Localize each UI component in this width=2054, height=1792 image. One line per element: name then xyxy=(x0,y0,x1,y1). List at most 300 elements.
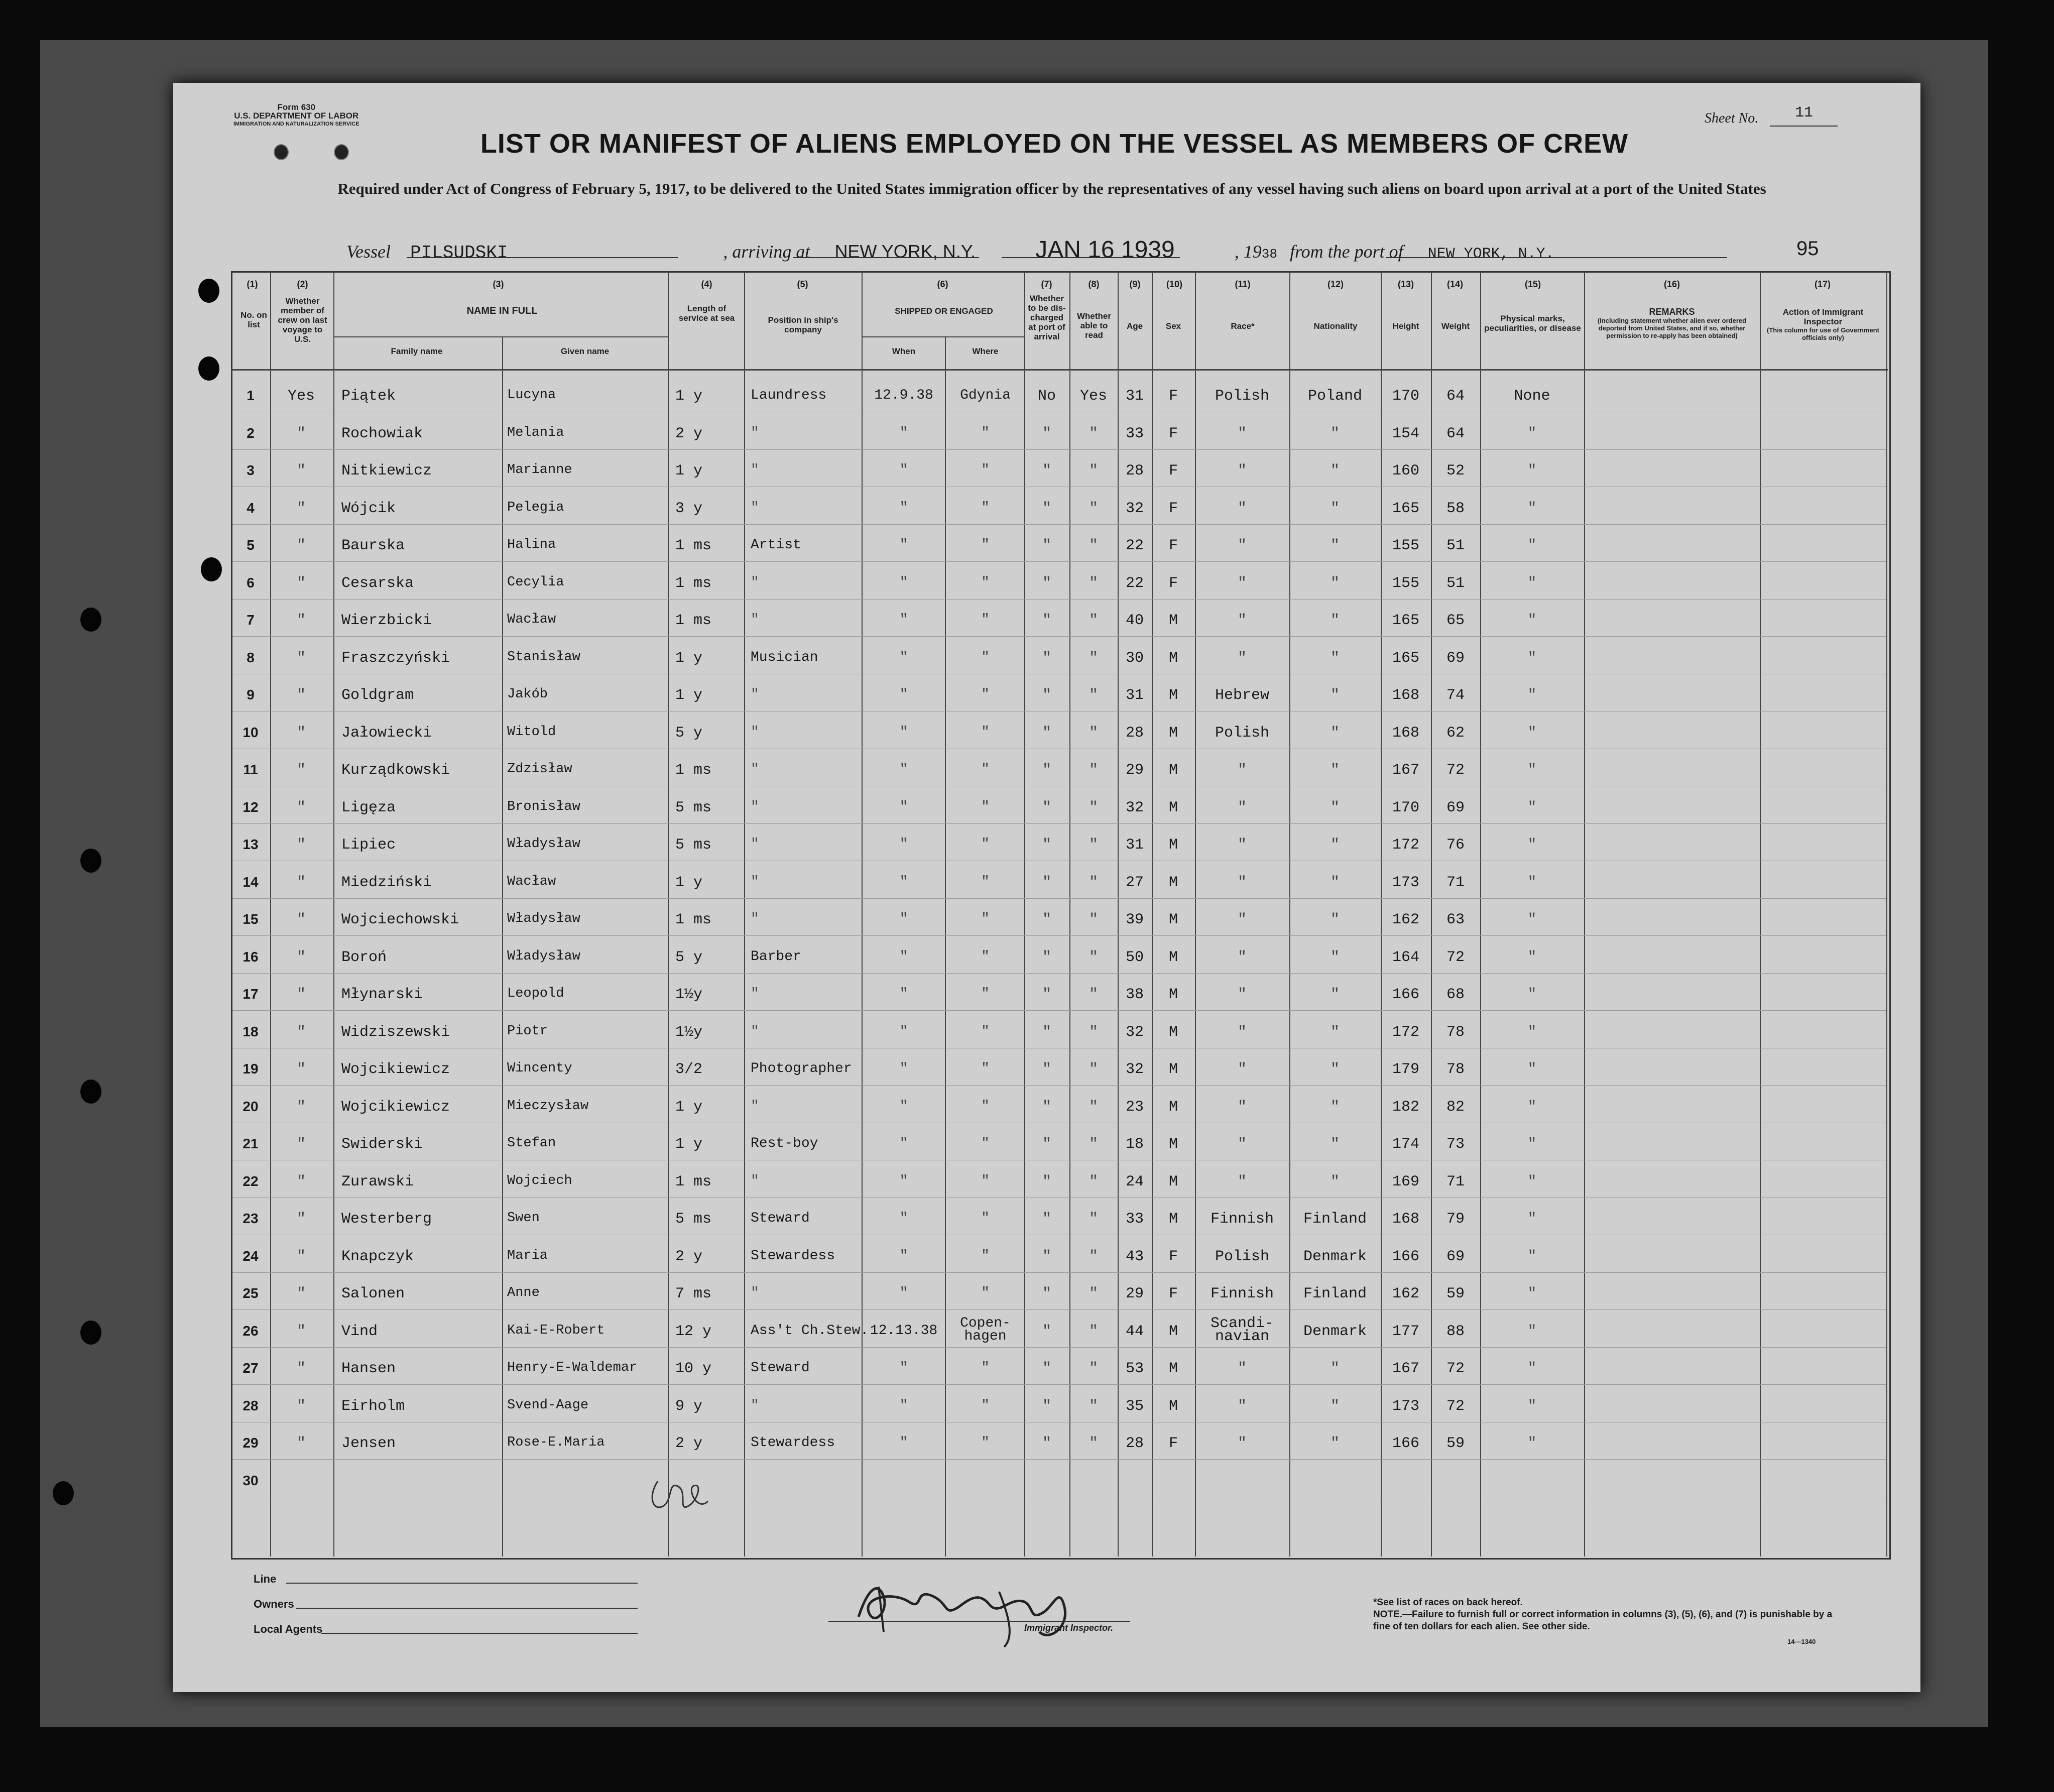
cell-crew: " xyxy=(296,1435,306,1452)
cell-race: " xyxy=(1237,1136,1247,1153)
cell-where: " xyxy=(981,649,990,665)
cell-family: Wierzbicki xyxy=(341,612,432,629)
cell-marks: " xyxy=(1527,986,1537,1003)
cell-service: 1 y xyxy=(675,388,703,405)
cell-crew: " xyxy=(296,1285,306,1302)
cell-sex: M xyxy=(1168,1098,1178,1116)
col-8-number: (8) xyxy=(1088,279,1100,289)
cell-discharged: " xyxy=(1042,462,1051,480)
cell-race: Polish xyxy=(1215,1248,1270,1265)
cell-marks: " xyxy=(1527,537,1537,554)
cell-no: 18 xyxy=(243,1023,259,1039)
cell-no: 13 xyxy=(243,837,259,852)
cell-weight: 68 xyxy=(1446,986,1465,1003)
cell-position: Barber xyxy=(751,948,801,965)
cell-service: 2 y xyxy=(675,1435,703,1452)
cell-given: Melania xyxy=(507,425,564,440)
cell-where: Copen- hagen xyxy=(960,1315,1011,1344)
cell-family: Vind xyxy=(341,1323,378,1340)
cell-sex: M xyxy=(1168,1023,1178,1041)
row-rule xyxy=(232,1010,1886,1011)
cell-position: " xyxy=(751,1285,759,1301)
cell-age: 44 xyxy=(1125,1323,1144,1340)
cell-weight: 52 xyxy=(1446,462,1465,480)
cell-age: 31 xyxy=(1125,837,1144,854)
punch-hole xyxy=(201,557,222,581)
cell-marks: " xyxy=(1527,1360,1537,1377)
cell-sex: F xyxy=(1168,462,1178,480)
cell-marks: " xyxy=(1527,799,1537,816)
cell-weight: 62 xyxy=(1446,724,1465,742)
vessel-line xyxy=(346,236,1554,264)
cell-no: 16 xyxy=(243,948,259,965)
cell-age: 32 xyxy=(1125,500,1144,517)
cell-discharged: " xyxy=(1042,612,1051,629)
cell-nationality: " xyxy=(1330,687,1340,704)
row-rule xyxy=(232,524,1886,525)
column-divider xyxy=(862,271,863,1557)
cell-position: " xyxy=(751,574,759,590)
cell-family: Nitkiewicz xyxy=(341,462,432,480)
cell-race: " xyxy=(1237,1098,1247,1116)
cell-crew: " xyxy=(296,537,306,554)
cell-no: 29 xyxy=(243,1435,259,1451)
cell-sex: M xyxy=(1168,1323,1178,1340)
cell-crew: " xyxy=(296,1023,306,1041)
cell-no: 6 xyxy=(247,574,255,590)
cell-position: " xyxy=(751,837,759,852)
cell-age: 30 xyxy=(1125,649,1144,667)
cell-nationality: Denmark xyxy=(1303,1248,1367,1265)
cell-where: Gdynia xyxy=(960,388,1011,403)
cell-discharged: " xyxy=(1042,762,1051,779)
cell-where: " xyxy=(981,799,990,815)
cell-read: " xyxy=(1089,500,1098,517)
col-7-header: Whether to be dis-charged at port of arrival xyxy=(1028,294,1066,341)
cell-family: Lipiec xyxy=(341,837,396,854)
col-16-subtitle: (Including statement whether alien ever ordered deported from United States, and if so, whether permission to re-apply has been obtained) xyxy=(1597,317,1747,339)
cell-family: Wojcikiewicz xyxy=(341,1098,450,1116)
cell-service: 2 y xyxy=(675,1248,703,1265)
date-underline xyxy=(1002,257,1180,258)
cell-position: Steward xyxy=(751,1360,810,1376)
col-9-number: (9) xyxy=(1129,279,1141,289)
cell-position: " xyxy=(751,1397,759,1413)
cell-given: Leopold xyxy=(507,986,564,1001)
cell-given: Pelegia xyxy=(507,500,564,515)
cell-weight: 72 xyxy=(1446,1397,1465,1415)
cell-position: Photographer xyxy=(751,1061,852,1077)
cell-marks: " xyxy=(1527,1285,1537,1302)
row-rule xyxy=(232,636,1886,637)
col-4-number: (4) xyxy=(701,279,712,289)
cell-height: 166 xyxy=(1392,1248,1419,1265)
cell-position: " xyxy=(751,1098,759,1114)
footnote-penalty: NOTE.—Failure to furnish full or correct information in columns (3), (5), (6), and (7) is punishable by a fine of ten dollars for each alien. See other side. xyxy=(1373,1609,1833,1632)
cell-no: 21 xyxy=(243,1136,259,1151)
cell-age: 35 xyxy=(1125,1397,1144,1415)
cell-given: Halina xyxy=(507,537,556,552)
cell-race: " xyxy=(1237,1435,1247,1452)
col-5-number: (5) xyxy=(797,279,808,289)
cell-sex: M xyxy=(1168,687,1178,704)
cell-age: 32 xyxy=(1125,1061,1144,1078)
cell-marks: " xyxy=(1527,1098,1537,1116)
line-label: Line xyxy=(254,1573,277,1585)
cell-crew: " xyxy=(296,1397,306,1415)
cell-position: Laundress xyxy=(751,388,827,403)
cell-position: Rest-boy xyxy=(751,1136,818,1151)
cell-nationality: Poland xyxy=(1307,388,1363,405)
cell-sex: M xyxy=(1168,612,1178,629)
cell-no: 30 xyxy=(243,1472,259,1488)
cell-weight: 59 xyxy=(1446,1435,1465,1452)
cell-marks: " xyxy=(1527,462,1537,480)
punch-hole xyxy=(80,1321,101,1345)
cell-no: 4 xyxy=(247,500,255,516)
print-code: 14—1340 xyxy=(1787,1638,1816,1645)
cell-read: " xyxy=(1089,874,1098,891)
cell-family: Wojciechowski xyxy=(341,911,459,928)
cell-discharged: " xyxy=(1042,574,1051,592)
row-rule xyxy=(232,973,1886,974)
cell-given: Marianne xyxy=(507,462,572,477)
cell-crew: " xyxy=(296,1098,306,1116)
cell-height: 154 xyxy=(1392,425,1419,442)
cell-position: " xyxy=(751,762,759,777)
cell-crew: " xyxy=(296,462,306,480)
cell-no: 22 xyxy=(243,1173,259,1189)
cell-crew: " xyxy=(296,1248,306,1265)
row-rule xyxy=(232,1459,1886,1460)
cell-race: Hebrew xyxy=(1215,687,1270,704)
cell-when: " xyxy=(899,799,908,815)
cell-given: Kai-E-Robert xyxy=(507,1323,605,1338)
cell-age: 38 xyxy=(1125,986,1144,1003)
cell-nationality: " xyxy=(1330,1397,1340,1415)
cell-discharged: " xyxy=(1042,1397,1051,1415)
cell-family: Baurska xyxy=(341,537,405,554)
cell-marks: " xyxy=(1527,1173,1537,1190)
cell-discharged: " xyxy=(1042,986,1051,1003)
cell-given: Henry-E-Waldemar xyxy=(507,1360,638,1375)
cell-service: 5 ms xyxy=(675,799,712,816)
cell-marks: " xyxy=(1527,948,1537,966)
cell-crew: " xyxy=(296,425,306,442)
cell-family: Goldgram xyxy=(341,687,414,704)
cell-sex: M xyxy=(1168,874,1178,891)
cell-nationality: " xyxy=(1330,762,1340,779)
cell-service: 1 ms xyxy=(675,537,712,554)
from-port-label: from the port of xyxy=(1289,242,1403,262)
col-10-header: Sex xyxy=(1165,321,1181,331)
cell-service: 1 ms xyxy=(675,612,712,629)
cell-discharged: " xyxy=(1042,1248,1051,1265)
cell-crew: " xyxy=(296,799,306,816)
cell-weight: 69 xyxy=(1446,649,1465,667)
cell-crew: " xyxy=(296,500,306,517)
cell-position: Artist xyxy=(751,537,801,553)
cell-crew: " xyxy=(296,1211,306,1228)
cell-position: " xyxy=(751,874,759,890)
cell-nationality: " xyxy=(1330,1061,1340,1078)
cell-race: Polish xyxy=(1215,724,1270,742)
cell-when: " xyxy=(899,1397,908,1413)
cell-race: " xyxy=(1237,911,1247,928)
cell-given: Cecylia xyxy=(507,574,564,590)
cell-no: 8 xyxy=(247,649,255,665)
page-number: 95 xyxy=(1796,237,1819,260)
cell-discharged: " xyxy=(1042,1023,1051,1041)
cell-given: Jakób xyxy=(507,687,548,702)
cell-race: " xyxy=(1237,462,1247,480)
row-rule xyxy=(232,1272,1886,1273)
cell-weight: 64 xyxy=(1446,425,1465,442)
cell-race: Finnish xyxy=(1210,1285,1274,1302)
col-17-subtitle: (This column for use of Government officials only) xyxy=(1767,326,1879,341)
local-agents-label: Local Agents xyxy=(254,1623,323,1635)
row-rule xyxy=(232,935,1886,936)
cell-no: 25 xyxy=(243,1285,259,1301)
cell-sex: F xyxy=(1168,1435,1178,1452)
cell-given: Swen xyxy=(507,1211,540,1226)
punch-hole xyxy=(274,144,289,160)
cell-race: " xyxy=(1237,649,1247,667)
cell-sex: M xyxy=(1168,911,1178,928)
cell-sex: M xyxy=(1168,1173,1178,1190)
local-agents-underline xyxy=(321,1633,638,1634)
row-rule xyxy=(232,561,1886,562)
cell-read: " xyxy=(1089,1248,1098,1265)
cell-when: " xyxy=(899,1285,908,1301)
cell-service: 3/2 xyxy=(675,1061,703,1078)
cell-crew: " xyxy=(296,986,306,1003)
cell-service: 5 y xyxy=(675,724,703,742)
column-divider xyxy=(502,336,503,1557)
cell-race: " xyxy=(1237,1173,1247,1190)
page-title: LIST OR MANIFEST OF ALIENS EMPLOYED ON THE VESSEL AS MEMBERS OF CREW xyxy=(480,129,1629,159)
cell-service: 1 ms xyxy=(675,1173,712,1190)
column-divider xyxy=(1584,271,1585,1557)
cell-no: 7 xyxy=(247,612,255,628)
cell-age: 31 xyxy=(1125,388,1144,405)
cell-given: Stanisław xyxy=(507,649,580,665)
cell-no: 5 xyxy=(247,537,255,553)
cell-service: 5 y xyxy=(675,948,703,966)
cell-nationality: " xyxy=(1330,462,1340,480)
cell-weight: 51 xyxy=(1446,537,1465,554)
cell-read: " xyxy=(1089,837,1098,854)
cell-when: 12.9.38 xyxy=(874,388,933,403)
cell-where: " xyxy=(981,986,990,1002)
cell-where: " xyxy=(981,911,990,927)
cell-marks: " xyxy=(1527,1248,1537,1265)
cell-height: 168 xyxy=(1392,724,1419,742)
cell-read: " xyxy=(1089,1173,1098,1190)
cell-discharged: " xyxy=(1042,687,1051,704)
cell-nationality: " xyxy=(1330,1173,1340,1190)
cell-nationality: " xyxy=(1330,649,1340,667)
cell-where: " xyxy=(981,1023,990,1039)
col-12-number: (12) xyxy=(1327,279,1344,289)
cell-marks: " xyxy=(1527,612,1537,629)
cell-service: 9 y xyxy=(675,1397,703,1415)
cell-weight: 65 xyxy=(1446,612,1465,629)
cell-where: " xyxy=(981,462,990,478)
cell-height: 164 xyxy=(1392,948,1419,966)
cell-given: Władysław xyxy=(507,911,580,926)
cell-sex: M xyxy=(1168,1136,1178,1153)
cell-marks: " xyxy=(1527,874,1537,891)
cell-where: " xyxy=(981,724,990,740)
cell-family: Młynarski xyxy=(341,986,423,1003)
header-divider xyxy=(333,336,668,337)
cell-nationality: " xyxy=(1330,1435,1340,1452)
cell-marks: " xyxy=(1527,724,1537,742)
cell-no: 9 xyxy=(247,687,255,702)
cell-family: Boroń xyxy=(341,948,387,966)
cell-sex: F xyxy=(1168,388,1178,405)
cell-position: Stewardess xyxy=(751,1435,835,1451)
arriving-underline xyxy=(793,257,979,258)
cell-position: " xyxy=(751,1173,759,1189)
cell-service: 1 y xyxy=(675,1098,703,1116)
cell-discharged: " xyxy=(1042,799,1051,816)
cell-read: " xyxy=(1089,948,1098,966)
cell-given: Bronisław xyxy=(507,799,580,814)
cell-weight: 59 xyxy=(1446,1285,1465,1302)
row-rule xyxy=(232,1085,1886,1086)
cell-where: " xyxy=(981,574,990,590)
cell-sex: F xyxy=(1168,500,1178,517)
col-9-header: Age xyxy=(1126,321,1143,331)
cell-marks: " xyxy=(1527,1061,1537,1078)
owners-underline xyxy=(296,1608,638,1609)
col-17-header xyxy=(1763,307,1883,341)
cell-nationality: " xyxy=(1330,574,1340,592)
year-value: 38 xyxy=(1261,247,1277,262)
col-4-header: Length of service at sea xyxy=(678,304,735,323)
row-rule xyxy=(232,823,1886,824)
cell-when: " xyxy=(899,1360,908,1376)
cell-when: " xyxy=(899,1061,908,1077)
sheet-number-underline xyxy=(1770,126,1838,127)
column-divider xyxy=(1886,271,1887,1557)
cell-crew: " xyxy=(296,1323,306,1340)
col-10-number: (10) xyxy=(1166,279,1182,289)
cell-read: " xyxy=(1089,911,1098,928)
cell-discharged: " xyxy=(1042,1211,1051,1228)
cell-sex: F xyxy=(1168,537,1178,554)
cell-weight: 79 xyxy=(1446,1211,1465,1228)
header-divider xyxy=(862,336,1024,337)
cell-family: Eirholm xyxy=(341,1397,405,1415)
cell-where: " xyxy=(981,1248,990,1264)
cell-race: " xyxy=(1237,1397,1247,1415)
cell-service: 3 y xyxy=(675,500,703,517)
cell-nationality: " xyxy=(1330,837,1340,854)
cell-discharged: " xyxy=(1042,425,1051,442)
cell-read: " xyxy=(1089,1397,1098,1415)
cell-given: Wincenty xyxy=(507,1061,572,1076)
cell-family: Fraszczyński xyxy=(341,649,450,667)
col-1-header: No. on list xyxy=(240,310,267,329)
cell-weight: 82 xyxy=(1446,1098,1465,1116)
col-14-number: (14) xyxy=(1446,279,1463,289)
cell-sex: M xyxy=(1168,1397,1178,1415)
cell-position: " xyxy=(751,687,759,702)
column-divider xyxy=(945,336,946,1557)
col-6-when-header: When xyxy=(892,346,916,356)
cell-where: " xyxy=(981,1435,990,1451)
cell-no: 11 xyxy=(243,762,258,777)
cell-race: " xyxy=(1237,1061,1247,1078)
cell-discharged: " xyxy=(1042,1360,1051,1377)
cell-no: 23 xyxy=(243,1211,259,1226)
cell-read: " xyxy=(1089,462,1098,480)
cell-where: " xyxy=(981,1173,990,1189)
cell-weight: 71 xyxy=(1446,874,1465,891)
cell-discharged: " xyxy=(1042,948,1051,966)
cell-when: " xyxy=(899,986,908,1002)
sheet-number-label: Sheet No. xyxy=(1705,110,1759,126)
cell-given: Wacław xyxy=(507,874,556,889)
footnote xyxy=(1373,1597,1835,1633)
cell-when: " xyxy=(899,948,908,965)
vessel-name: PILSUDSKI xyxy=(410,243,508,263)
cell-service: 1 y xyxy=(675,687,703,704)
cell-where: " xyxy=(981,687,990,702)
cell-nationality: " xyxy=(1330,874,1340,891)
vessel-underline xyxy=(407,257,678,258)
cell-discharged: " xyxy=(1042,724,1051,742)
cell-marks: " xyxy=(1527,1435,1537,1452)
cell-marks: " xyxy=(1527,1397,1537,1415)
cell-discharged: " xyxy=(1042,1173,1051,1190)
cell-weight: 76 xyxy=(1446,837,1465,854)
cell-service: 1 y xyxy=(675,462,703,480)
cell-where: " xyxy=(981,425,990,441)
form-number: Form 630 U.S. DEPARTMENT OF LABOR IMMIGRATION AND NATURALIZATION SERVICE xyxy=(233,102,359,127)
cell-given: Władysław xyxy=(507,948,580,964)
cell-height: 165 xyxy=(1392,612,1419,629)
page-subtitle: Required under Act of Congress of February 5, 1917, to be delivered to the United States immigration officer by the representatives of any vessel having such aliens on board upon arrival at a port of the United States xyxy=(337,180,1766,197)
cell-family: Widziszewski xyxy=(341,1023,450,1041)
cell-position: " xyxy=(751,500,759,516)
cell-weight: 58 xyxy=(1446,500,1465,517)
cell-marks: " xyxy=(1527,649,1537,667)
cell-read: " xyxy=(1089,762,1098,779)
cell-read: " xyxy=(1089,1098,1098,1116)
cell-where: " xyxy=(981,1211,990,1226)
cell-when: " xyxy=(899,500,908,516)
cell-age: 40 xyxy=(1125,612,1144,629)
cell-position: Steward xyxy=(751,1211,810,1226)
cell-family: Jałowiecki xyxy=(341,724,432,742)
cell-crew: " xyxy=(296,837,306,854)
col-3-given-header: Given name xyxy=(560,346,610,356)
col-6-header: SHIPPED OR ENGAGED xyxy=(895,306,993,316)
cell-marks: " xyxy=(1527,1136,1537,1153)
cell-age: 32 xyxy=(1125,799,1144,816)
cell-read: " xyxy=(1089,687,1098,704)
cell-sex: M xyxy=(1168,724,1178,742)
cell-race: " xyxy=(1237,837,1247,854)
cell-sex: M xyxy=(1168,986,1178,1003)
cell-height: 169 xyxy=(1392,1173,1419,1190)
cell-discharged: " xyxy=(1042,649,1051,667)
line-underline xyxy=(286,1583,638,1584)
